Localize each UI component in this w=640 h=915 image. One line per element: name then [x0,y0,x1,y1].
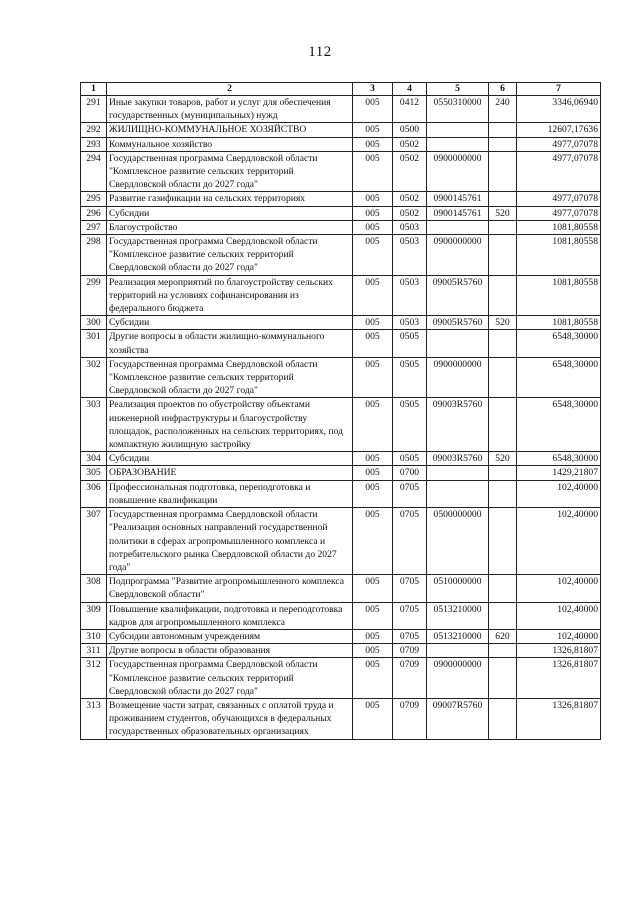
table-row [81,206,601,220]
row-number-cell: 310 [81,629,107,643]
ministry-code-cell: 005 [353,480,393,507]
ministry-code-cell: 005 [353,602,393,629]
expense-type-cell [489,480,517,507]
amount-cell: 102,40000 [517,508,601,575]
row-name-cell: Коммунальное хозяйство [107,137,353,151]
ministry-code-cell: 005 [353,275,393,316]
amount-cell: 4977,07078 [517,206,601,220]
row-number-cell: 305 [81,466,107,480]
row-name-cell: Государственная программа Свердловской области "Комплексное развитие сельских территорий Свердловской области до 2027 года" [107,151,353,192]
ministry-code-cell: 005 [353,575,393,602]
row-number-cell: 313 [81,698,107,739]
table-row [81,398,601,452]
target-article-cell [427,480,489,507]
ministry-code-cell: 005 [353,398,393,452]
ministry-code-cell: 005 [353,316,393,330]
amount-cell: 1081,80558 [517,275,601,316]
column-header: 6 [489,83,517,96]
row-name-cell: Субсидии [107,452,353,466]
table-row [81,466,601,480]
expense-type-cell [489,698,517,739]
target-article-cell: 0513210000 [427,629,489,643]
row-number-cell: 300 [81,316,107,330]
row-name-cell: Иные закупки товаров, работ и услуг для обеспечения государственных (муниципальных) нужд [107,96,353,123]
amount-cell: 1081,80558 [517,235,601,276]
table-row [81,698,601,739]
table-row [81,96,601,123]
table-row [81,602,601,629]
target-article-cell: 09005R5760 [427,316,489,330]
target-article-cell: 0550310000 [427,96,489,123]
section-code-cell: 0502 [393,151,427,192]
column-header: 4 [393,83,427,96]
row-name-cell: Другие вопросы в области жилищно-коммунального хозяйства [107,330,353,357]
expense-type-cell: 520 [489,206,517,220]
column-header: 1 [81,83,107,96]
expense-type-cell: 520 [489,452,517,466]
expense-type-cell [489,658,517,699]
section-code-cell: 0412 [393,96,427,123]
amount-cell: 1081,80558 [517,220,601,234]
section-code-cell: 0700 [393,466,427,480]
row-name-cell: ЖИЛИЩНО-КОММУНАЛЬНОЕ ХОЗЯЙСТВО [107,123,353,137]
row-number-cell: 293 [81,137,107,151]
row-number-cell: 294 [81,151,107,192]
expense-type-cell [489,123,517,137]
row-name-cell: Субсидии [107,206,353,220]
target-article-cell: 09005R5760 [427,275,489,316]
table-row [81,275,601,316]
row-name-cell: Государственная программа Свердловской области "Комплексное развитие сельских территорий Свердловской области до 2027 года" [107,658,353,699]
row-number-cell: 301 [81,330,107,357]
expense-type-cell [489,508,517,575]
ministry-code-cell: 005 [353,644,393,658]
row-name-cell: Подпрограмма "Развитие агропромышленного комплекса Свердловской области" [107,575,353,602]
table-row [81,480,601,507]
column-header: 5 [427,83,489,96]
target-article-cell: 09003R5760 [427,398,489,452]
target-article-cell: 0900145761 [427,192,489,206]
section-code-cell: 0502 [393,206,427,220]
section-code-cell: 0709 [393,698,427,739]
expense-type-cell [489,235,517,276]
row-number-cell: 309 [81,602,107,629]
expense-type-cell [489,192,517,206]
section-code-cell: 0709 [393,658,427,699]
target-article-cell: 09007R5760 [427,698,489,739]
table-row [81,137,601,151]
row-number-cell: 291 [81,96,107,123]
expense-type-cell [489,137,517,151]
target-article-cell [427,220,489,234]
row-name-cell: Развитие газификации на сельских территориях [107,192,353,206]
page-number: 112 [308,44,332,60]
section-code-cell: 0705 [393,480,427,507]
row-name-cell: Государственная программа Свердловской области "Комплексное развитие сельских территорий Свердловской области до 2027 года" [107,357,353,398]
table-body [81,96,601,740]
ministry-code-cell: 005 [353,629,393,643]
table-row [81,575,601,602]
row-number-cell: 312 [81,658,107,699]
amount-cell: 1429,21807 [517,466,601,480]
row-name-cell: Государственная программа Свердловской области "Комплексное развитие сельских территорий Свердловской области до 2027 года" [107,235,353,276]
section-code-cell: 0502 [393,192,427,206]
ministry-code-cell: 005 [353,466,393,480]
amount-cell: 6548,30000 [517,398,601,452]
section-code-cell: 0505 [393,357,427,398]
amount-cell: 102,40000 [517,480,601,507]
row-number-cell: 292 [81,123,107,137]
amount-cell: 12607,17636 [517,123,601,137]
row-name-cell: Другие вопросы в области образования [107,644,353,658]
row-name-cell: Субсидии автономным учреждениям [107,629,353,643]
row-name-cell: Субсидии [107,316,353,330]
row-name-cell: Государственная программа Свердловской области "Реализация основных направлений государственной политики в сферах агропромышленного комплекса и потребительского рынка Свердловской области до 2027 года" [107,508,353,575]
expense-type-cell [489,330,517,357]
section-code-cell: 0705 [393,508,427,575]
target-article-cell [427,330,489,357]
amount-cell: 1326,81807 [517,644,601,658]
ministry-code-cell: 005 [353,151,393,192]
target-article-cell [427,123,489,137]
section-code-cell: 0500 [393,123,427,137]
ministry-code-cell: 005 [353,123,393,137]
section-code-cell: 0705 [393,629,427,643]
expense-type-cell [489,398,517,452]
section-code-cell: 0503 [393,220,427,234]
row-number-cell: 307 [81,508,107,575]
target-article-cell: 0513210000 [427,602,489,629]
amount-cell: 102,40000 [517,602,601,629]
expense-type-cell [489,151,517,192]
section-code-cell: 0503 [393,235,427,276]
row-name-cell: Реализация мероприятий по благоустройству сельских территорий на условиях софинансирования из федерального бюджета [107,275,353,316]
row-number-cell: 296 [81,206,107,220]
amount-cell: 1326,81807 [517,658,601,699]
ministry-code-cell: 005 [353,220,393,234]
table-row [81,220,601,234]
row-number-cell: 299 [81,275,107,316]
amount-cell: 6548,30000 [517,357,601,398]
ministry-code-cell: 005 [353,658,393,699]
row-name-cell: Возмещение части затрат, связанных с оплатой труда и проживанием студентов, обучающихся в федеральных государственных образовательных организациях [107,698,353,739]
table-row [81,330,601,357]
target-article-cell: 0900000000 [427,357,489,398]
table-row [81,151,601,192]
target-article-cell [427,644,489,658]
expense-type-cell: 620 [489,629,517,643]
table-row [81,357,601,398]
target-article-cell: 0510000000 [427,575,489,602]
section-code-cell: 0502 [393,137,427,151]
expense-type-cell [489,466,517,480]
table-row [81,316,601,330]
target-article-cell [427,466,489,480]
expense-type-cell [489,275,517,316]
table-row [81,508,601,575]
section-code-cell: 0709 [393,644,427,658]
ministry-code-cell: 005 [353,698,393,739]
row-number-cell: 295 [81,192,107,206]
table-row [81,644,601,658]
section-code-cell: 0503 [393,275,427,316]
expense-type-cell [489,357,517,398]
target-article-cell: 0900000000 [427,235,489,276]
row-number-cell: 311 [81,644,107,658]
row-name-cell: Реализация проектов по обустройству объектами инженерной инфраструктуры и благоустройству площадок, расположенных на сельских территориях, под компактную жилищную застройку [107,398,353,452]
expense-type-cell [489,220,517,234]
amount-cell: 102,40000 [517,575,601,602]
amount-cell: 3346,06940 [517,96,601,123]
table-row [81,123,601,137]
target-article-cell: 0900000000 [427,658,489,699]
ministry-code-cell: 005 [353,192,393,206]
table-row [81,192,601,206]
section-code-cell: 0505 [393,452,427,466]
row-name-cell: Благоустройство [107,220,353,234]
row-name-cell: Повышение квалификации, подготовка и переподготовка кадров для агропромышленного комплекса [107,602,353,629]
row-name-cell: Профессиональная подготовка, переподготовка и повышение квалификации [107,480,353,507]
ministry-code-cell: 005 [353,508,393,575]
table-row [81,658,601,699]
amount-cell: 1081,80558 [517,316,601,330]
ministry-code-cell: 005 [353,357,393,398]
column-header: 3 [353,83,393,96]
ministry-code-cell: 005 [353,330,393,357]
row-number-cell: 306 [81,480,107,507]
section-code-cell: 0505 [393,330,427,357]
expense-type-cell: 520 [489,316,517,330]
ministry-code-cell: 005 [353,235,393,276]
expense-type-cell [489,602,517,629]
table-row [81,452,601,466]
row-number-cell: 298 [81,235,107,276]
row-number-cell: 308 [81,575,107,602]
table-row [81,629,601,643]
target-article-cell: 0900145761 [427,206,489,220]
ministry-code-cell: 005 [353,206,393,220]
amount-cell: 4977,07078 [517,137,601,151]
header-row [81,83,601,96]
amount-cell: 1326,81807 [517,698,601,739]
column-header: 2 [107,83,353,96]
section-code-cell: 0705 [393,602,427,629]
row-number-cell: 302 [81,357,107,398]
amount-cell: 102,40000 [517,629,601,643]
target-article-cell: 0500000000 [427,508,489,575]
column-header: 7 [517,83,601,96]
section-code-cell: 0505 [393,398,427,452]
ministry-code-cell: 005 [353,96,393,123]
amount-cell: 6548,30000 [517,452,601,466]
amount-cell: 4977,07078 [517,151,601,192]
target-article-cell [427,137,489,151]
amount-cell: 6548,30000 [517,330,601,357]
row-number-cell: 303 [81,398,107,452]
expense-type-cell: 240 [489,96,517,123]
section-code-cell: 0503 [393,316,427,330]
table-row [81,235,601,276]
target-article-cell: 09003R5760 [427,452,489,466]
target-article-cell: 0900000000 [427,151,489,192]
budget-table [80,82,601,740]
row-number-cell: 304 [81,452,107,466]
row-name-cell: ОБРАЗОВАНИЕ [107,466,353,480]
row-number-cell: 297 [81,220,107,234]
ministry-code-cell: 005 [353,452,393,466]
expense-type-cell [489,575,517,602]
expense-type-cell [489,644,517,658]
section-code-cell: 0705 [393,575,427,602]
amount-cell: 4977,07078 [517,192,601,206]
ministry-code-cell: 005 [353,137,393,151]
